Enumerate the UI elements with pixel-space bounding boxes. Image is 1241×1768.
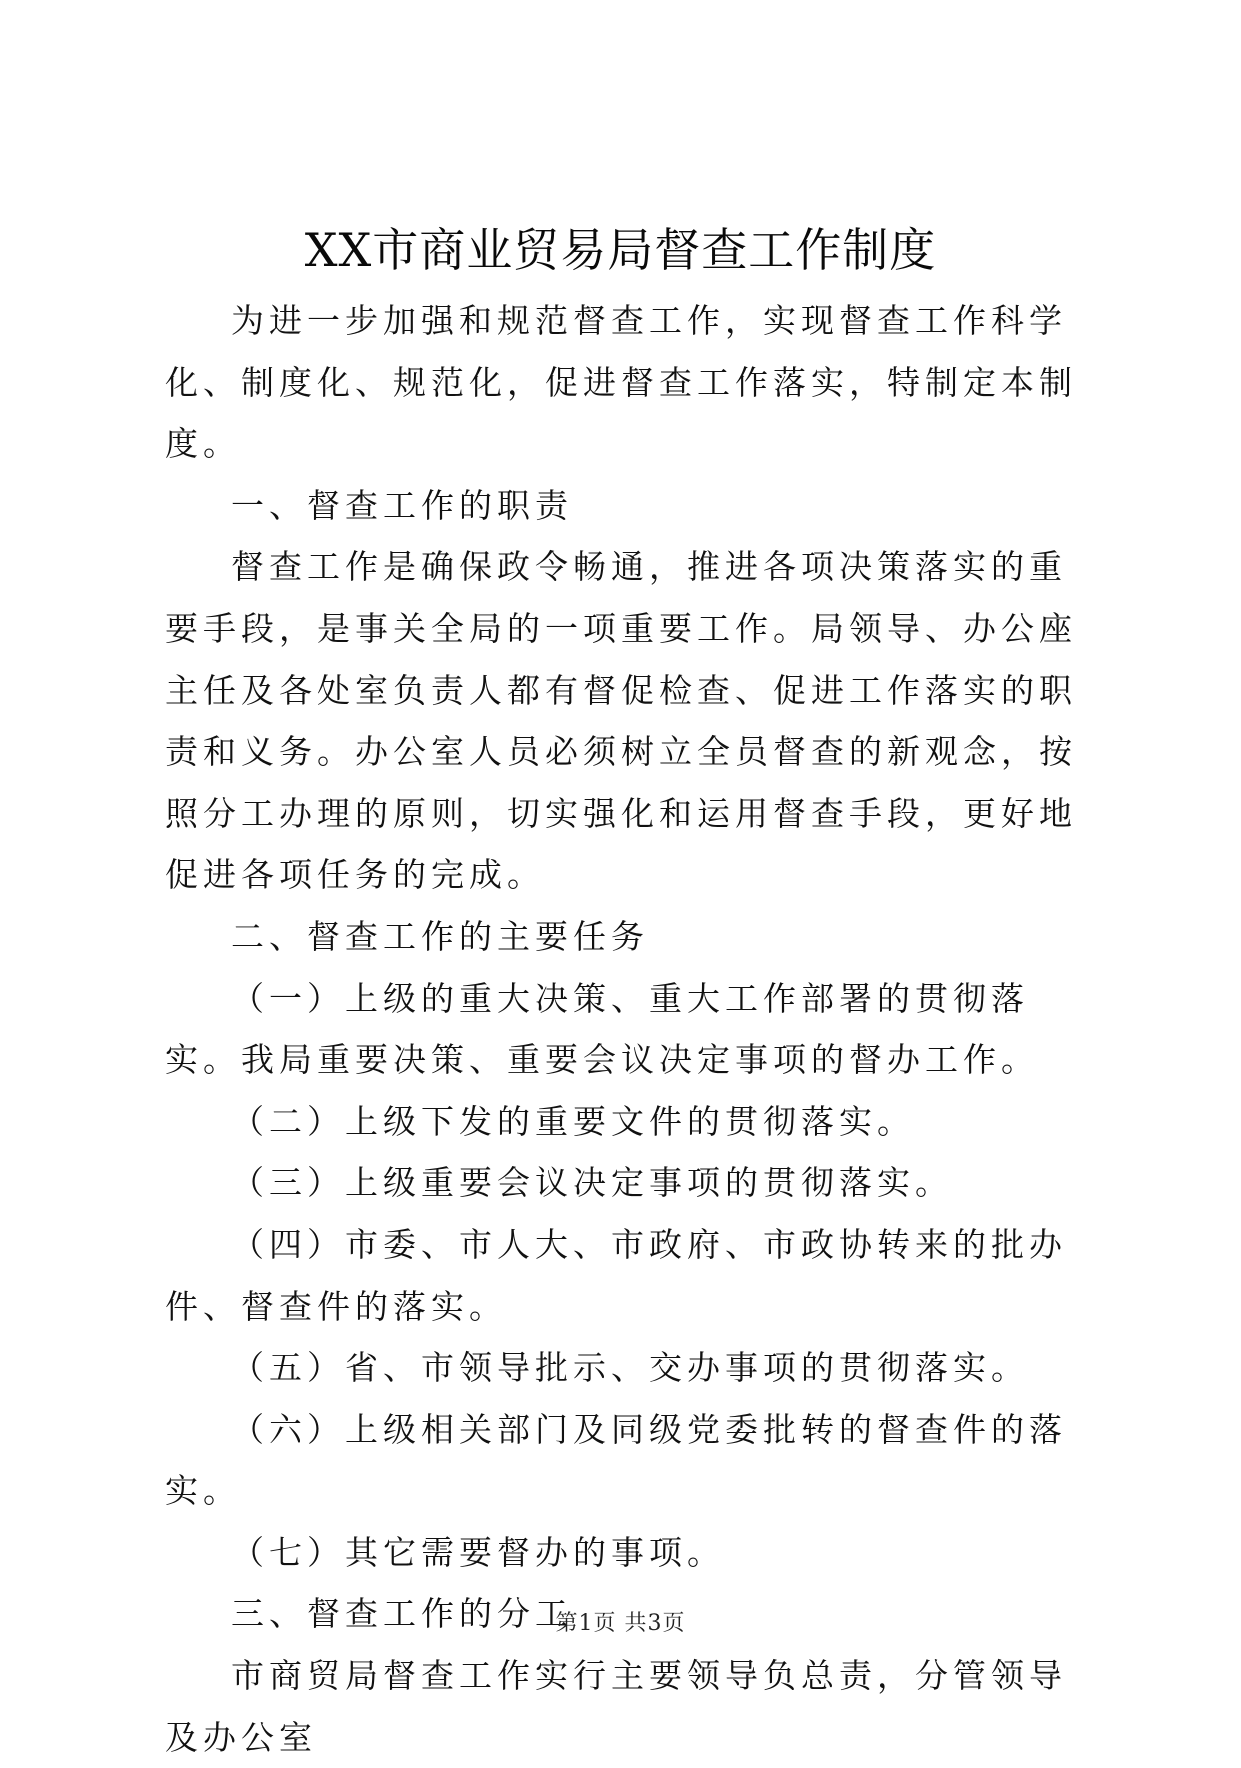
- section-heading-1: 一、督查工作的职责: [231, 485, 573, 525]
- task-item-2: （二）上级下发的重要文件的贯彻落实。: [231, 1101, 915, 1141]
- task-item-5: （五）省、市领导批示、交办事项的贯彻落实。: [231, 1348, 1029, 1388]
- intro-paragraph: 为进一步加强和规范督查工作，实现督查工作科学化、制度化、规范化，促进督查工作落实，特制定本制度。: [165, 301, 1077, 464]
- section-1-paragraph: 督查工作是确保政令畅通，推进各项决策落实的重要手段，是事关全局的一项重要工作。局领导、办公座主任及各处室负责人都有督促检查、促进工作落实的职责和义务。办公室人员必须树立全员督查的新观念，按照分工办理的原则，切实强化和运用督查手段，更好地促进各项任务的完成。: [165, 547, 1077, 895]
- document-title: XX市商业贸易局督查工作制度: [304, 223, 937, 277]
- task-item-6: （六）上级相关部门及同级党委批转的督查件的落实。: [165, 1409, 1067, 1511]
- page-number-footer: 第1页 共3页: [555, 1611, 686, 1636]
- task-item-7: （七）其它需要督办的事项。: [231, 1532, 725, 1572]
- section-heading-3: 三、督查工作的分工: [231, 1594, 573, 1634]
- task-item-4: （四）市委、市人大、市政府、市政协转来的批办件、督查件的落实。: [165, 1224, 1067, 1326]
- document-body: [165, 290, 1081, 1768]
- task-item-1: （一）上级的重大决策、重大工作部署的贯彻落实。我局重要决策、重要会议决定事项的督办工作。: [165, 978, 1039, 1080]
- section-heading-2: 二、督查工作的主要任务: [231, 916, 649, 956]
- task-item-3: （三）上级重要会议决定事项的贯彻落实。: [231, 1163, 953, 1203]
- section-3-paragraph: 市商贸局督查工作实行主要领导负总责，分管领导及办公室: [165, 1656, 1067, 1757]
